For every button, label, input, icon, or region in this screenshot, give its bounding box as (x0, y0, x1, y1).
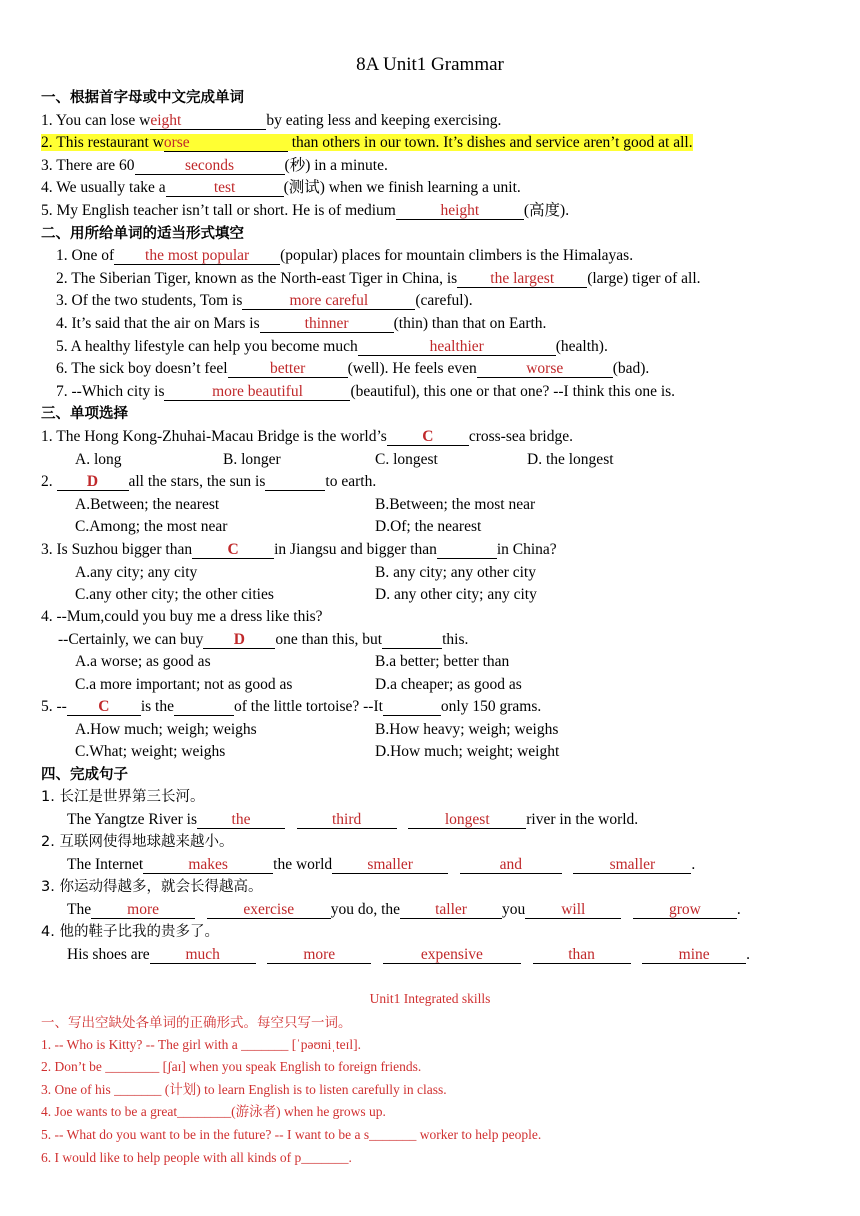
s1-q2-answer: orse (164, 134, 288, 152)
s2-q6-answer-2: worse (477, 360, 613, 378)
s2-q6: 6. The sick boy doesn’t feel better (well). He feels even worse (bad). (56, 360, 650, 377)
s3-q1: 1. The Hong Kong-Zhuhai-Macau Bridge is the world’s C cross-sea bridge. (41, 428, 573, 445)
s2-q3-answer: more careful (242, 292, 415, 310)
s2-q2: 2. The Siberian Tiger, known as the North-east Tiger in China, is the largest (large) tiger of all. (56, 270, 701, 287)
s3-q2-option-a: A.Between; the nearest (75, 496, 220, 513)
is-line-1: 1. -- Who is Kitty? -- The girl with a _______ [ˈpəʊniˌteɪl]. (41, 1037, 361, 1052)
s4-q1-chinese: 1. 长江是世界第三长河。 (41, 789, 205, 805)
s1-q4: 4. We usually take a test (测试) when we finish learning a unit. (41, 179, 521, 196)
s3-q4-line1: 4. --Mum,could you buy me a dress like this? (41, 608, 323, 625)
section-4-heading: 四、完成句子 (41, 767, 128, 783)
s3-q2-option-b: B.Between; the most near (375, 496, 536, 513)
s4-q2: The Internet makes the world smaller and smaller . (67, 856, 696, 873)
s2-q3: 3. Of the two students, Tom is more careful (careful). (56, 292, 473, 309)
s3-q5-blank-2 (383, 698, 441, 716)
s3-q4-option-b: B.a better; better than (375, 653, 510, 670)
s4-q1: The Yangtze River is the third longest river in the world. (67, 811, 639, 828)
s2-q7: 7. --Which city is more beautiful (beautiful), this one or that one? --I think this one is. (56, 383, 676, 400)
s3-q3-option-d: D. any other city; any city (375, 586, 537, 603)
s3-q2: 2. D all the stars, the sun is to earth. (41, 473, 377, 490)
s4-q4-answer-1: much (150, 946, 256, 964)
s2-q7-answer: more beautiful (164, 383, 350, 401)
s3-q4-option-c: C.a more important; not as good as (75, 676, 293, 693)
s3-q3-answer: C (192, 541, 274, 559)
s3-q2-option-c: C.Among; the most near (75, 518, 228, 535)
s3-q1-option-c: C. longest (375, 451, 438, 468)
s2-q2-answer: the largest (457, 270, 587, 288)
is-line-2: 2. Don’t be ________ [ʃaɪ] when you speak English to foreign friends. (41, 1059, 422, 1074)
page-title: 8A Unit1 Grammar (356, 54, 504, 75)
s3-q5: 5. -- C is the of the little tortoise? --It only 150 grams. (41, 698, 542, 715)
s4-q3-answer-4: will (525, 901, 621, 919)
s2-q5-answer: healthier (358, 338, 556, 356)
s2-q1-answer: the most popular (114, 247, 280, 265)
s2-q6-answer-1: better (228, 360, 348, 378)
s4-q2-answer-4: smaller (573, 856, 691, 874)
s3-q3-option-a: A.any city; any city (75, 564, 198, 581)
s3-q5-option-b: B.How heavy; weigh; weighs (375, 721, 559, 738)
s1-q2 (41, 133, 693, 153)
s3-q1-option-b: B. longer (223, 451, 281, 468)
s2-q5: 5. A healthy lifestyle can help you become much healthier (health). (56, 338, 608, 355)
s1-q3: 3. There are 60 seconds (秒) in a minute. (41, 157, 388, 174)
section-2-heading: 二、用所给单词的适当形式填空 (41, 226, 244, 242)
s4-q4-answer-3: expensive (383, 946, 521, 964)
is-line-6: 6. I would like to help people with all kinds of p_______. (41, 1150, 352, 1165)
s4-q2-answer-2: smaller (332, 856, 448, 874)
section-1-heading: 一、根据首字母或中文完成单词 (41, 90, 244, 106)
s4-q2-chinese: 2. 互联网使得地球越来越小。 (41, 834, 234, 850)
s3-q2-option-d: D.Of; the nearest (375, 518, 482, 535)
is-line-3: 3. One of his _______ (计划) to learn English is to listen carefully in class. (41, 1082, 447, 1097)
s3-q4-answer: D (203, 631, 275, 649)
integrated-skills-heading: 一、写出空缺处各单词的正确形式。每空只写一词。 (41, 1015, 352, 1031)
s4-q3-answer-3: taller (400, 901, 502, 919)
s3-q3-option-b: B. any city; any other city (375, 564, 536, 581)
is-line-4: 4. Joe wants to be a great________(游泳者) when he grows up. (41, 1104, 386, 1119)
s4-q3: The more exercise you do, the taller you will grow . (67, 901, 741, 918)
s3-q5-option-a: A.How much; weigh; weighs (75, 721, 257, 738)
s4-q4-chinese: 4. 他的鞋子比我的贵多了。 (41, 924, 219, 940)
s4-q3-answer-2: exercise (207, 901, 331, 919)
s3-q2-blank (265, 473, 325, 491)
s3-q4-blank (382, 631, 442, 649)
s1-q5: 5. My English teacher isn’t tall or short. He is of medium height (高度). (41, 202, 570, 219)
is-line-5: 5. -- What do you want to be in the future? -- I want to be a s_______ worker to help people. (41, 1127, 542, 1142)
s4-q4: His shoes are much more expensive than mine . (67, 946, 751, 963)
s4-q4-answer-2: more (267, 946, 371, 964)
s3-q3: 3. Is Suzhou bigger than C in Jiangsu and bigger than in China? (41, 541, 557, 558)
s4-q2-answer-1: makes (143, 856, 273, 874)
s3-q5-option-d: D.How much; weight; weight (375, 743, 560, 760)
s3-q4-option-d: D.a cheaper; as good as (375, 676, 522, 693)
s3-q5-blank-1 (174, 698, 234, 716)
s1-q1: 1. You can lose weight by eating less and keeping exercising. (41, 112, 502, 129)
s3-q3-blank (437, 541, 497, 559)
s3-q4: --Certainly, we can buy D one than this, but this. (58, 631, 469, 648)
s2-q1: 1. One of the most popular (popular) places for mountain climbers is the Himalayas. (56, 247, 634, 264)
s3-q2-answer: D (57, 473, 129, 491)
s4-q4-answer-5: mine (642, 946, 746, 964)
s1-q2-highlight: 2. This restaurant worse than others in our town. It’s dishes and service aren’t good at all. (41, 134, 693, 151)
s4-q4-answer-4: than (533, 946, 631, 964)
s3-q1-option-d: D. the longest (527, 451, 614, 468)
s4-q3-answer-1: more (91, 901, 195, 919)
s1-q4-answer: test (166, 179, 284, 197)
s3-q3-option-c: C.any other city; the other cities (75, 586, 274, 603)
s4-q3-chinese: 3. 你运动得越多，就会长得越高。 (41, 879, 263, 895)
s1-q1-answer: eight (150, 112, 266, 130)
s4-q3-answer-5: grow (633, 901, 737, 919)
s3-q1-option-a: A. long (75, 451, 122, 468)
s3-q5-option-c: C.What; weight; weighs (75, 743, 226, 760)
s1-q5-answer: height (396, 202, 524, 220)
s2-q4: 4. It’s said that the air on Mars is thinner (thin) than that on Earth. (56, 315, 547, 332)
s2-q4-answer: thinner (260, 315, 394, 333)
s3-q5-answer: C (67, 698, 141, 716)
s4-q1-answer-1: the (197, 811, 285, 829)
s3-q1-answer: C (387, 428, 469, 446)
s4-q2-answer-3: and (460, 856, 562, 874)
s4-q1-answer-2: third (297, 811, 397, 829)
integrated-skills-title: Unit1 Integrated skills (369, 991, 491, 1006)
s4-q1-answer-3: longest (408, 811, 526, 829)
section-3-heading: 三、单项选择 (41, 406, 128, 422)
s1-q3-answer: seconds (135, 157, 285, 175)
s3-q4-option-a: A.a worse; as good as (75, 653, 211, 670)
